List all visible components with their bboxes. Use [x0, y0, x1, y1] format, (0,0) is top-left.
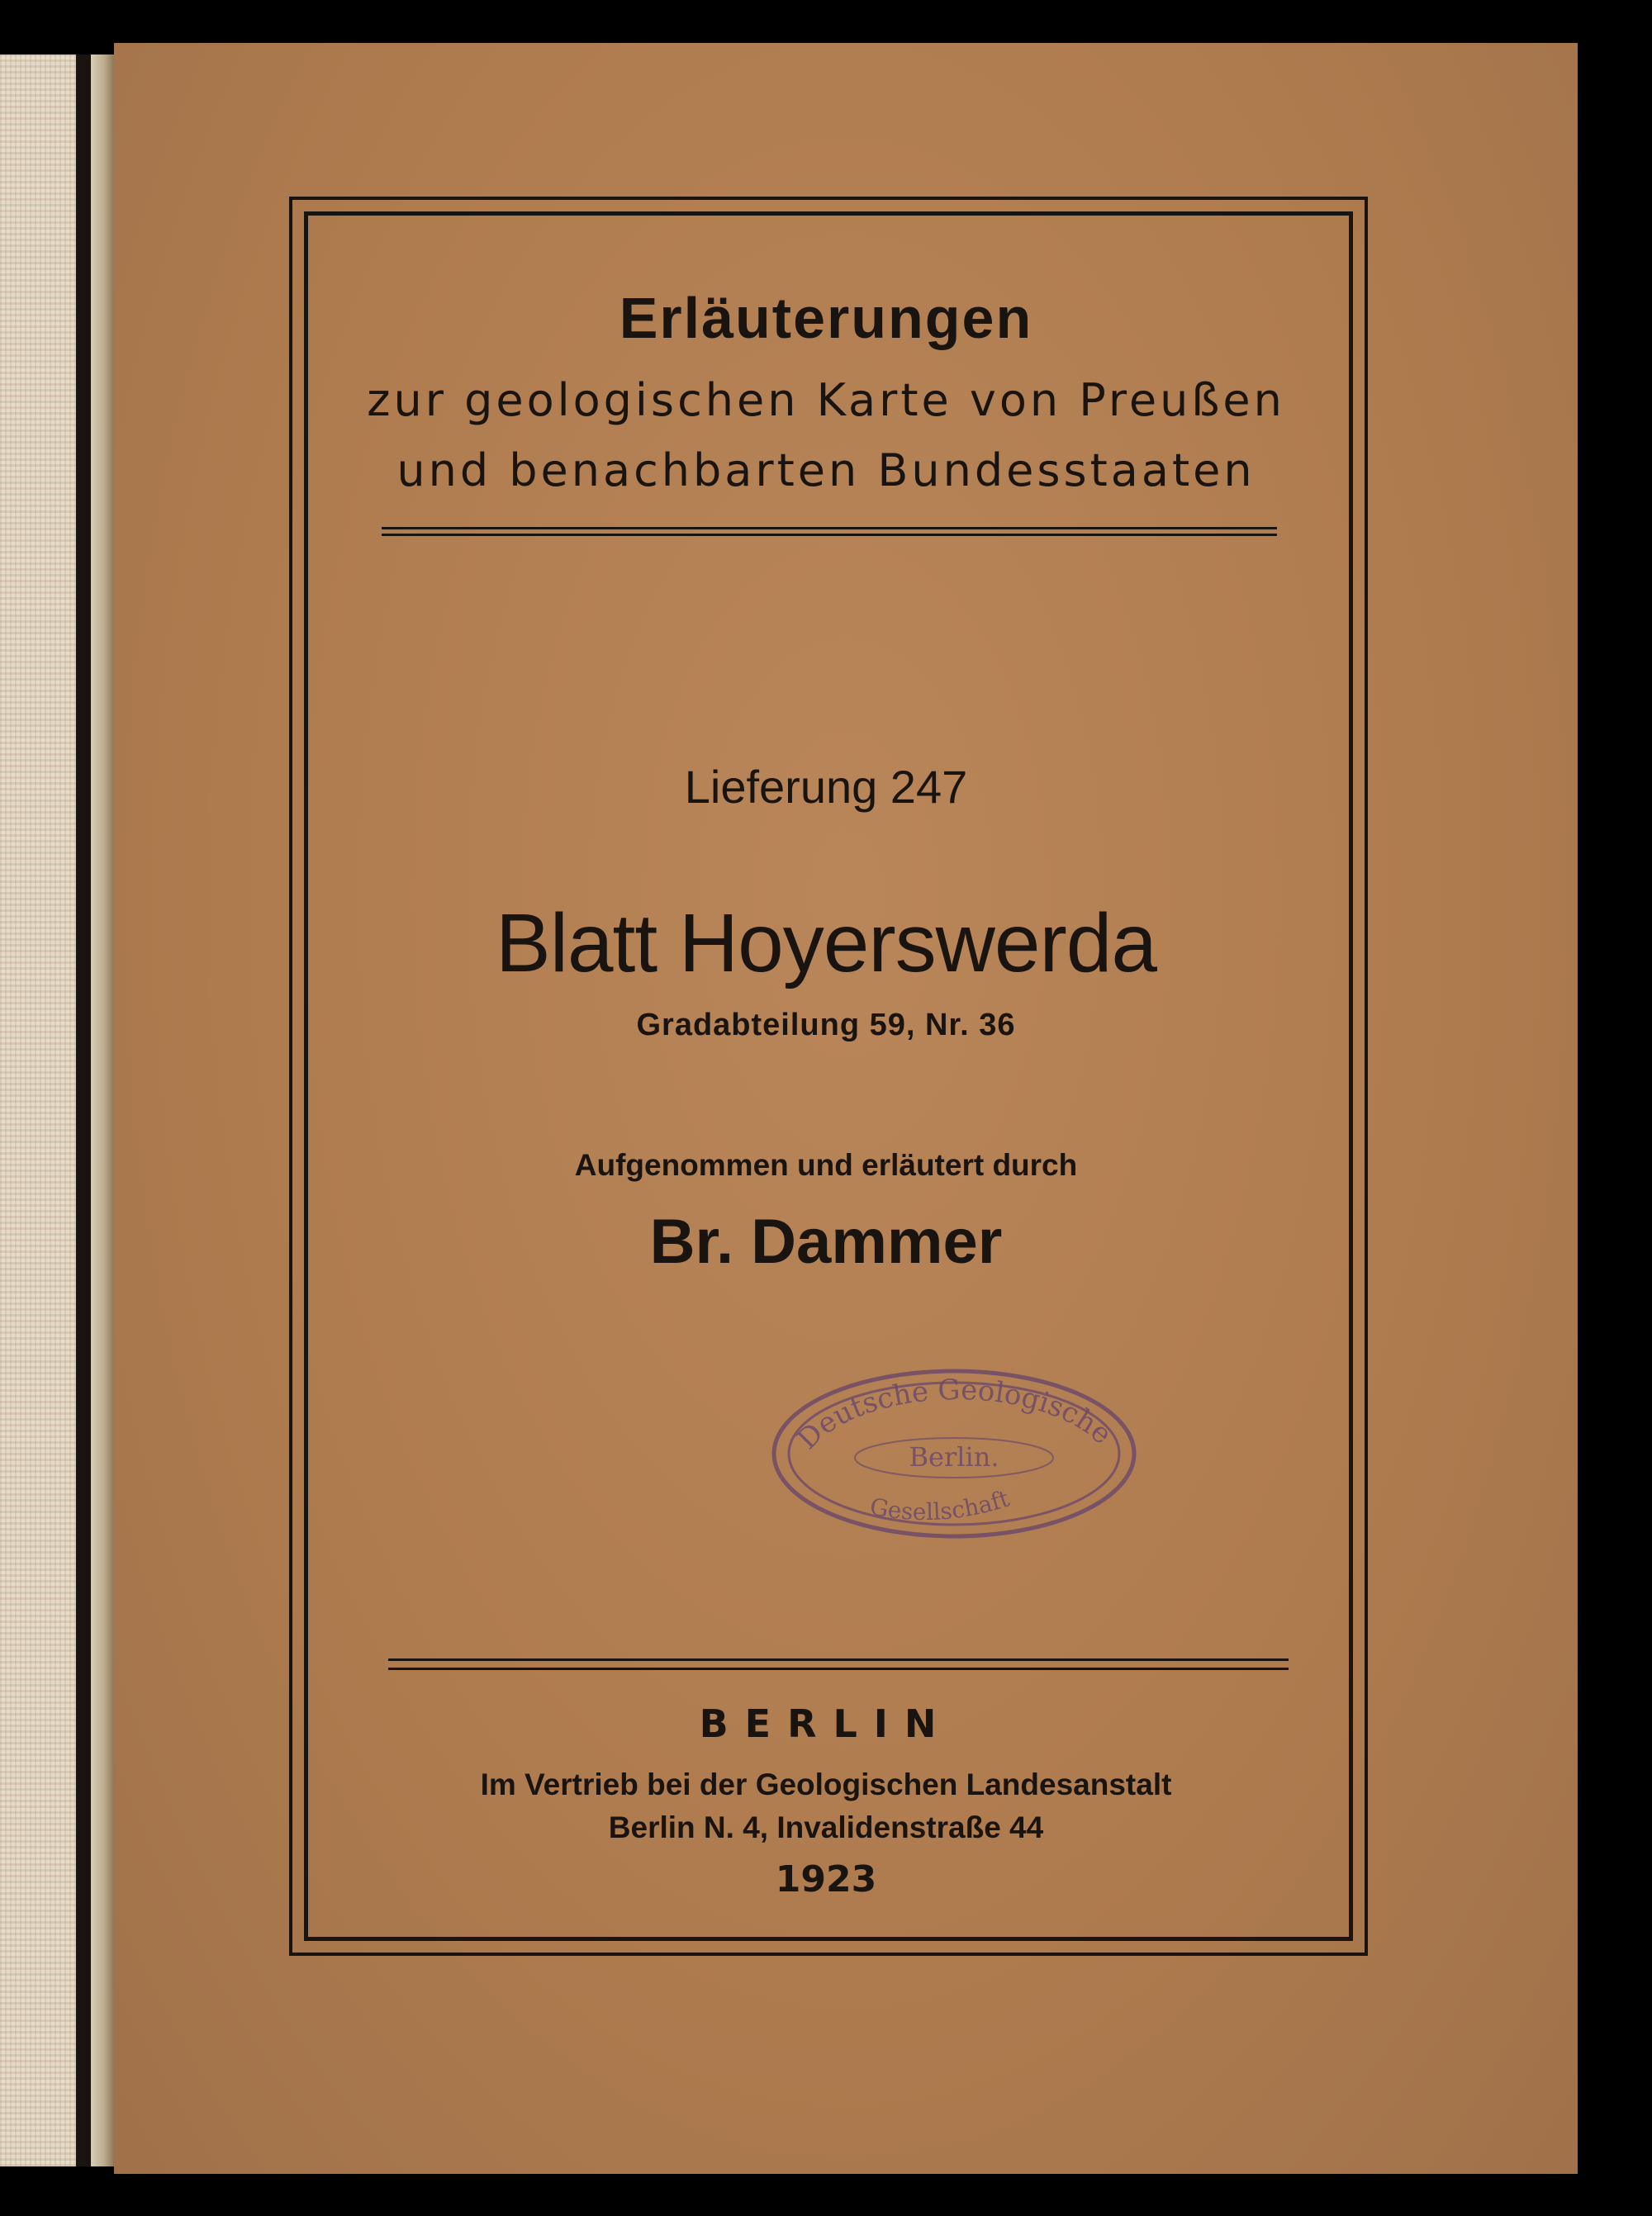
page-edge [91, 55, 114, 2166]
author-name: Br. Dammer [649, 1207, 1003, 1277]
imprint-distribution: Im Vertrieb bei der Geologischen Landesanstalt [480, 1768, 1172, 1801]
top-divider-2 [382, 534, 1277, 536]
subtitle-line-1: zur geologischen Karte von Preußen [367, 374, 1285, 426]
subtitle-line-2: und benachbarten Bundesstaaten [396, 444, 1256, 496]
imprint-year: 1923 [775, 1858, 877, 1900]
stamp-top-text: Deutsche Geologische [790, 1373, 1118, 1456]
gradabteilung: Gradabteilung 59, Nr. 36 [636, 1008, 1016, 1042]
stamp-center-text: Berlin. [909, 1441, 999, 1473]
main-title: Erläuterungen [619, 286, 1033, 350]
library-stamp [768, 1363, 1140, 1545]
imprint-city: BERLIN [699, 1701, 953, 1746]
bottom-divider-1 [388, 1658, 1289, 1661]
bottom-divider-2 [388, 1668, 1289, 1670]
book-spine [0, 55, 76, 2166]
sheet-title: Blatt Hoyerswerda [496, 897, 1156, 989]
top-divider-1 [382, 527, 1277, 529]
surveyed-by-label: Aufgenommen und erläutert durch [574, 1148, 1078, 1182]
imprint-address: Berlin N. 4, Invalidenstraße 44 [608, 1810, 1044, 1844]
book-gutter [76, 55, 91, 2166]
stamp-bottom-text: Gesellschaft [867, 1484, 1013, 1526]
lieferung-number: Lieferung 247 [684, 761, 968, 813]
